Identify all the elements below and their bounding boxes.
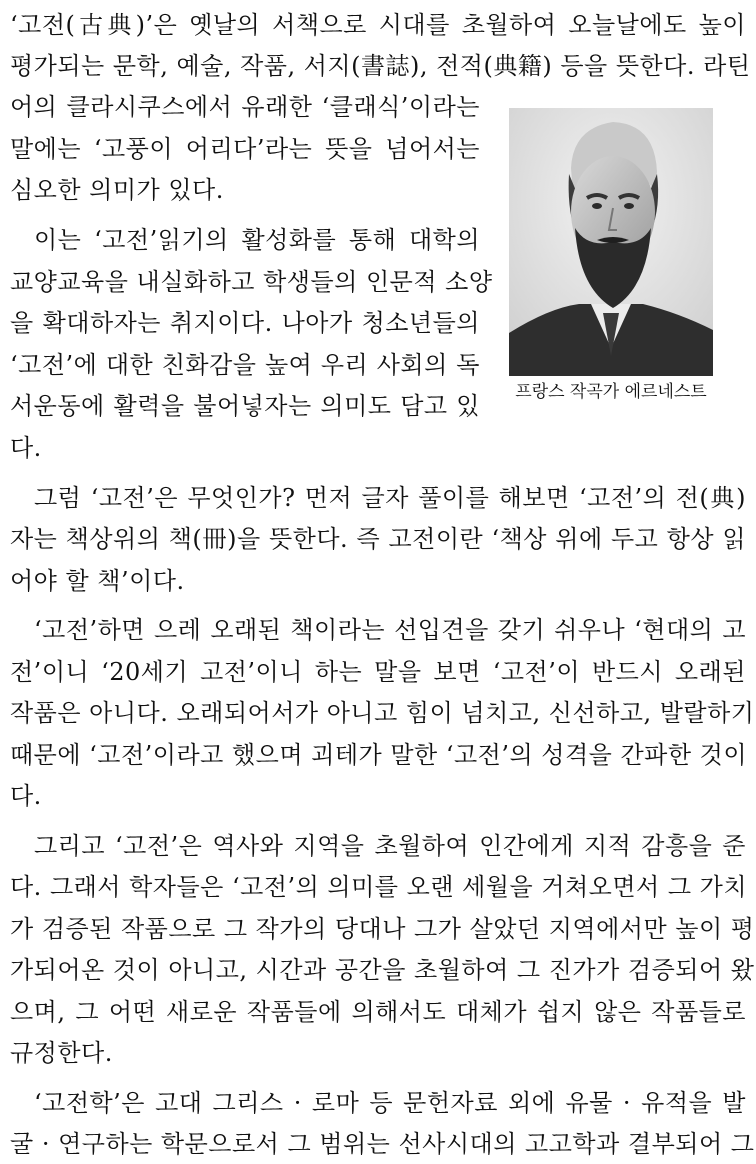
text-line: 심오한 의미가 있다. bbox=[10, 176, 224, 204]
text-line: 이는 ‘고전’읽기의 활성화를 통해 대학의 bbox=[34, 226, 480, 254]
text-line: ‘고전’하면 으레 오래된 책이라는 선입견을 갖기 쉬우나 ‘현대의 고 bbox=[34, 616, 746, 644]
text-line: 다. bbox=[10, 782, 42, 810]
text-line: ‘고전(古典)’은 옛날의 서책으로 시대를 초월하여 오늘날에도 높이 bbox=[10, 11, 746, 39]
text-line: 을 확대하자는 취지이다. 나아가 청소년들의 bbox=[10, 309, 480, 337]
text-line: 가되어온 것이 아니고, 시간과 공간을 초월하여 그 진가가 검증되어 왔 bbox=[10, 956, 755, 984]
text-line: 전’이니 ‘20세기 고전’이니 하는 말을 보면 ‘고전’이 반드시 오래된 bbox=[10, 658, 746, 686]
text-line: 자는 책상위의 책(冊)을 뜻한다. 즉 고전이란 ‘책상 위에 두고 항상 읽 bbox=[10, 525, 746, 553]
text-line: ‘고전’에 대한 친화감을 높여 우리 사회의 독 bbox=[10, 351, 480, 379]
text-line: 교양교육을 내실화하고 학생들의 인문적 소양 bbox=[10, 268, 493, 296]
text-line: 작품은 아니다. 오래되어서가 아니고 힘이 넘치고, 신선하고, 발랄하기 bbox=[10, 699, 755, 727]
figure-caption: 프랑스 작곡가 에르네스트 bbox=[515, 382, 707, 402]
portrait-photo bbox=[509, 108, 713, 376]
text-line: 말에는 ‘고풍이 어리다’라는 뜻을 넘어서는 bbox=[10, 135, 480, 163]
text-line: 때문에 ‘고전’이라고 했으며 괴테가 말한 ‘고전’의 성격을 간파한 것이 bbox=[10, 741, 748, 769]
text-line: 그럼 ‘고전’은 무엇인가? 먼저 글자 풀이를 해보면 ‘고전’의 전(典) bbox=[34, 484, 746, 512]
text-line: 규정한다. bbox=[10, 1039, 113, 1067]
text-line: 으며, 그 어떤 새로운 작품들에 의해서도 대체가 쉽지 않은 작품들로 bbox=[10, 998, 746, 1026]
portrait-photo-icon bbox=[509, 108, 713, 376]
text-line: 평가되는 문학, 예술, 작품, 서지(書誌), 전적(典籍) 등을 뜻한다. 라틴 bbox=[10, 52, 751, 80]
text-line: 서운동에 활력을 불어넣자는 의미도 담고 있 bbox=[10, 392, 480, 420]
text-line: 다. bbox=[10, 434, 42, 462]
text-line: 그리고 ‘고전’은 역사와 지역을 초월하여 인간에게 지적 감흥을 준 bbox=[34, 832, 746, 860]
text-line: ‘고전학’은 고대 그리스 · 로마 등 문헌자료 외에 유물 · 유적을 발 bbox=[34, 1089, 746, 1117]
text-line: 가 검증된 작품으로 그 작가의 당대나 그가 살았던 지역에서만 높이 평 bbox=[10, 915, 755, 943]
text-line: 다. 그래서 학자들은 ‘고전’의 의미를 오랜 세월을 거쳐오면서 그 가치 bbox=[10, 873, 748, 901]
text-line: 어의 클라시쿠스에서 유래한 ‘클래식’이라는 bbox=[10, 93, 480, 121]
text-line: 어야 할 책’이다. bbox=[10, 567, 185, 595]
text-line: 굴 · 연구하는 학문으로서 그 범위는 선사시대의 고고학과 결부되어 그 bbox=[10, 1130, 755, 1158]
